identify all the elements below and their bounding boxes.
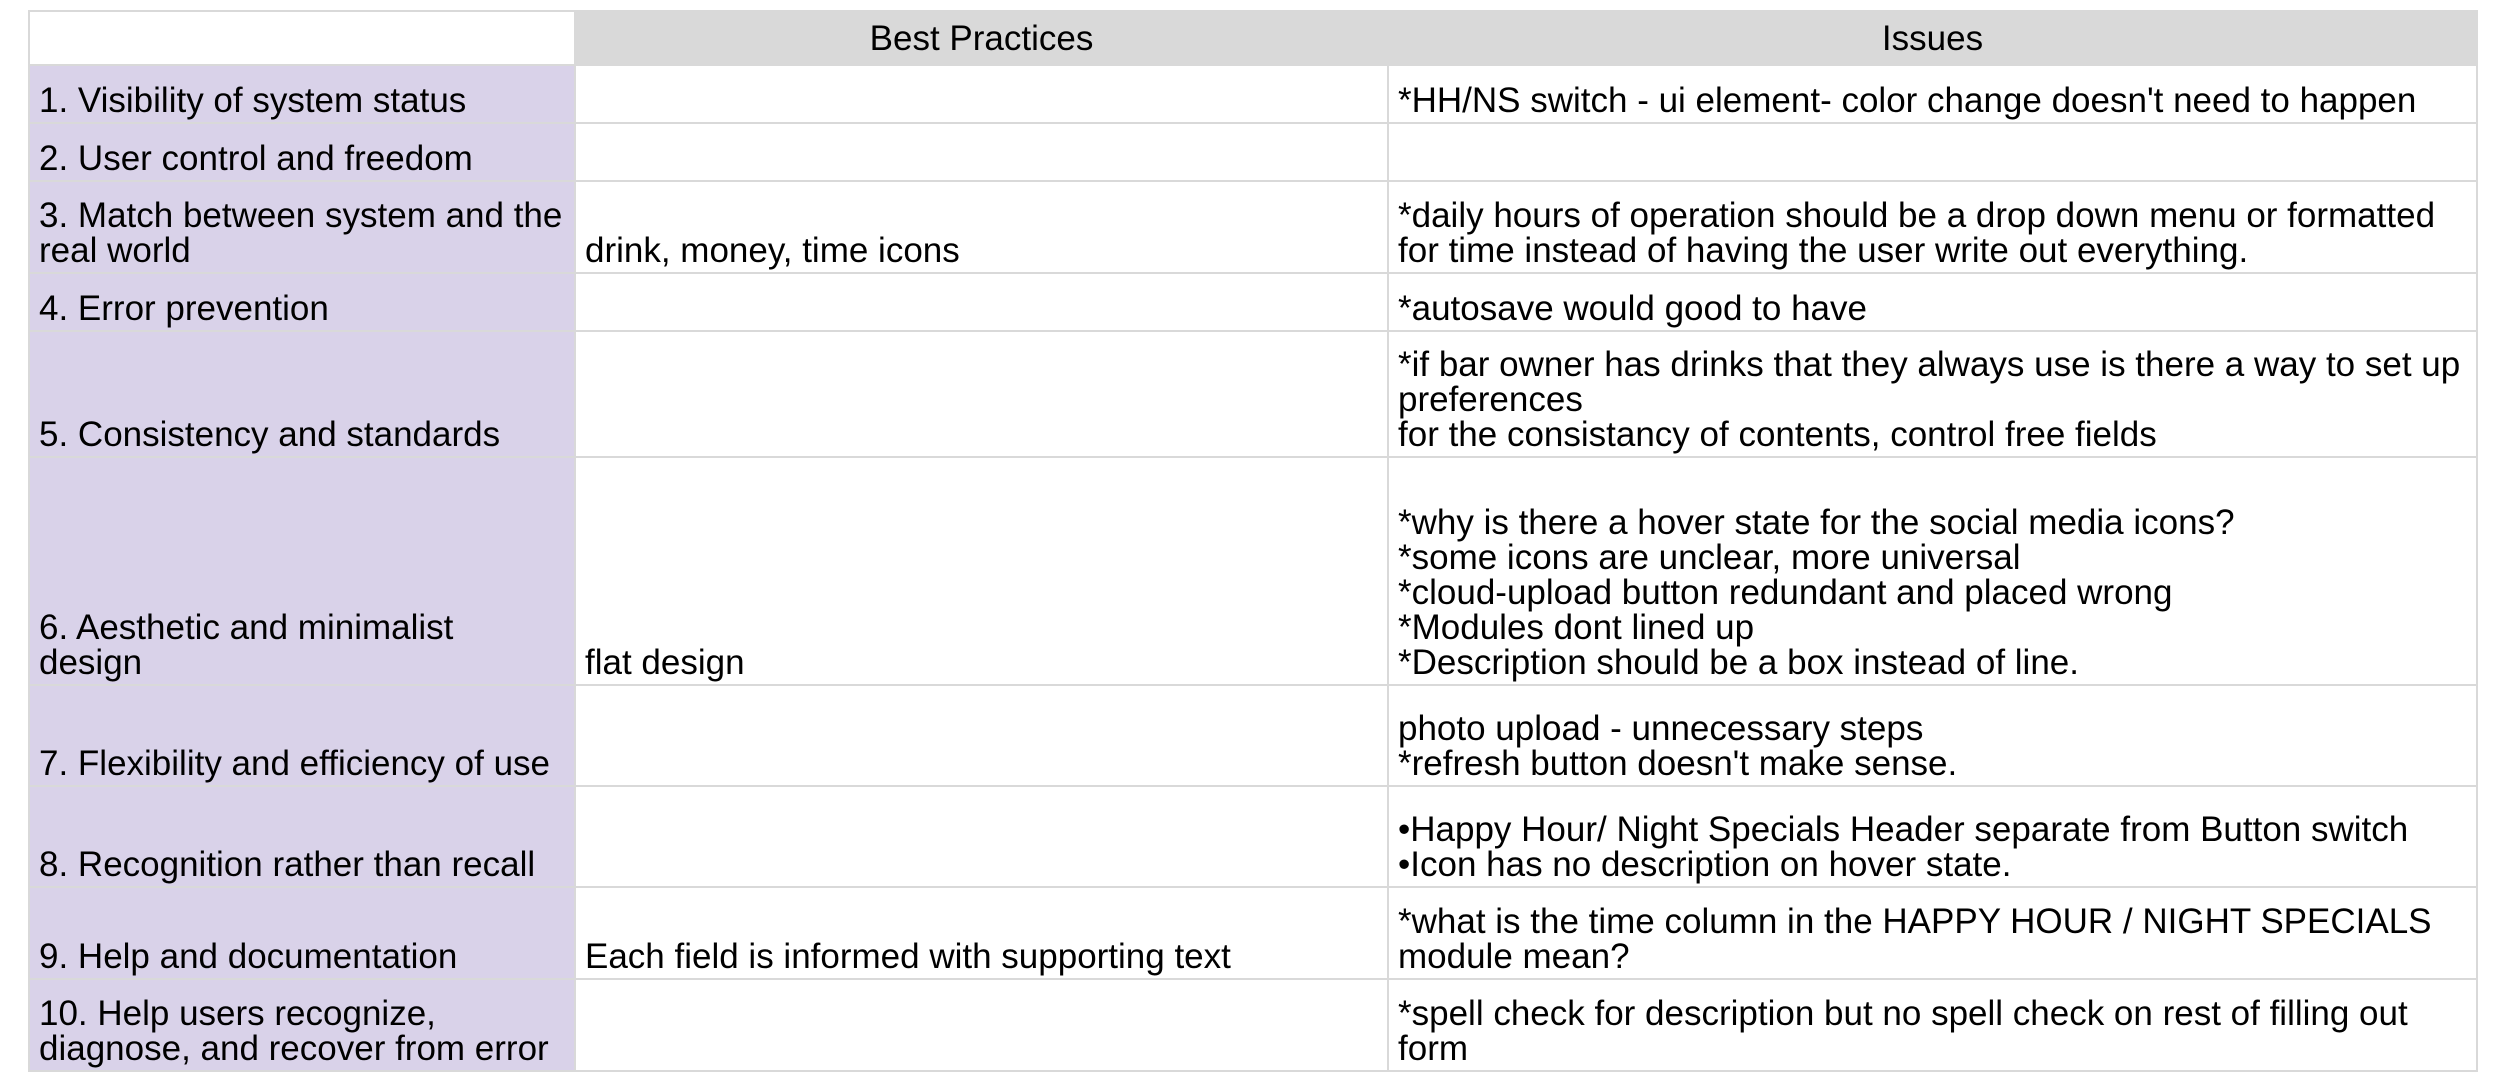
heuristic-cell[interactable]: 4. Error prevention: [29, 273, 575, 331]
issues-cell[interactable]: *what is the time column in the HAPPY HOUR / NIGHT SPECIALS module mean?: [1388, 887, 2477, 979]
table-body: [29, 65, 2477, 1071]
issues-cell[interactable]: *daily hours of operation should be a drop down menu or formatted for time instead of having the user write out everything.: [1388, 181, 2477, 273]
heuristic-cell[interactable]: 6. Aesthetic and minimalist design: [29, 457, 575, 685]
heuristic-cell[interactable]: 10. Help users recognize, diagnose, and recover from error: [29, 979, 575, 1071]
table-row: [29, 457, 2477, 685]
best-practices-cell[interactable]: [575, 979, 1388, 1071]
best-practices-cell[interactable]: [575, 65, 1388, 123]
heuristic-cell[interactable]: 9. Help and documentation: [29, 887, 575, 979]
best-practices-cell[interactable]: Each field is informed with supporting text: [575, 887, 1388, 979]
table-header: [29, 11, 2477, 65]
best-practices-cell[interactable]: [575, 786, 1388, 887]
corner-cell[interactable]: [29, 11, 575, 65]
issues-cell[interactable]: *HH/NS switch - ui element- color change doesn't need to happen: [1388, 65, 2477, 123]
table-row: [29, 123, 2477, 181]
table-row: [29, 786, 2477, 887]
heuristic-cell[interactable]: 1. Visibility of system status: [29, 65, 575, 123]
heuristic-cell[interactable]: 8. Recognition rather than recall: [29, 786, 575, 887]
best-practices-cell[interactable]: [575, 685, 1388, 786]
issues-cell[interactable]: *why is there a hover state for the social media icons? *some icons are unclear, more universal *cloud-upload button redundant and placed wrong *Modules dont lined up *Description should be a box instead of line.: [1388, 457, 2477, 685]
best-practices-cell[interactable]: flat design: [575, 457, 1388, 685]
table-row: [29, 887, 2477, 979]
best-practices-cell[interactable]: [575, 123, 1388, 181]
issues-cell[interactable]: •Happy Hour/ Night Specials Header separate from Button switch •Icon has no description on hover state.: [1388, 786, 2477, 887]
issues-cell[interactable]: *spell check for description but no spell check on rest of filling out form: [1388, 979, 2477, 1071]
table-row: [29, 181, 2477, 273]
table-row: [29, 273, 2477, 331]
issues-cell[interactable]: *if bar owner has drinks that they always use is there a way to set up preferences for the consistancy of contents, control free fields: [1388, 331, 2477, 457]
header-row: [29, 11, 2477, 65]
issues-cell[interactable]: *autosave would good to have: [1388, 273, 2477, 331]
heuristic-cell[interactable]: 3. Match between system and the real world: [29, 181, 575, 273]
issues-header[interactable]: Issues: [1388, 11, 2477, 65]
heuristic-cell[interactable]: 5. Consistency and standards: [29, 331, 575, 457]
table-row: [29, 331, 2477, 457]
issues-cell[interactable]: [1388, 123, 2477, 181]
table-row: [29, 685, 2477, 786]
issues-cell[interactable]: photo upload - unnecessary steps *refresh button doesn't make sense.: [1388, 685, 2477, 786]
heuristic-cell[interactable]: 7. Flexibility and efficiency of use: [29, 685, 575, 786]
best-practices-cell[interactable]: [575, 273, 1388, 331]
heuristic-evaluation-table: [28, 10, 2478, 1072]
best-practices-header[interactable]: Best Practices: [575, 11, 1388, 65]
table-row: [29, 979, 2477, 1071]
best-practices-cell[interactable]: drink, money, time icons: [575, 181, 1388, 273]
heuristic-cell[interactable]: 2. User control and freedom: [29, 123, 575, 181]
table-row: [29, 65, 2477, 123]
best-practices-cell[interactable]: [575, 331, 1388, 457]
